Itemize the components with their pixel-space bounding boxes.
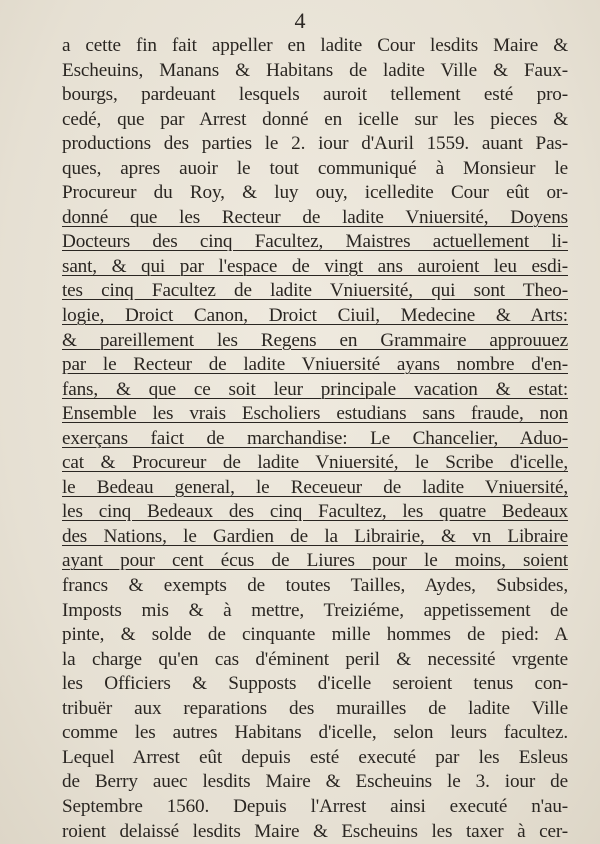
text-line: pinte, & solde de cinquante mille hommes de pied: A — [62, 624, 568, 646]
text-line: le Bedeau general, le Receueur de ladite Vniuersité, — [62, 476, 568, 498]
text-line: cat & Procureur de ladite Vniuersité, le Scribe d'icelle, — [62, 452, 568, 474]
text-line: par le Recteur de ladite Vniuersité ayans nombre d'en- — [62, 354, 568, 376]
text-line: Lequel Arrest eût depuis esté executé par les Esleus — [62, 746, 568, 768]
text-line: de Berry auec lesdits Maire & Escheuins le 3. iour de — [62, 771, 568, 793]
text-line: exerçans faict de marchandise: Le Chancelier, Aduo- — [62, 427, 568, 449]
text-line: fans, & que ce soit leur principale vacation & estat: — [62, 378, 568, 400]
text-line: les Officiers & Supposts d'icelle seroient tenus con- — [62, 673, 568, 695]
text-line: Ensemble les vrais Escholiers estudians sans fraude, non — [62, 403, 568, 425]
text-line: tribuër aux reparations des murailles de ladite Ville — [62, 697, 568, 719]
text-line: sant, & qui par l'espace de vingt ans auroient leu esdi- — [62, 255, 568, 277]
text-line: cedé, que par Arrest donné en icelle sur les pieces & — [62, 108, 568, 130]
text-line: a cette fin fait appeller en ladite Cour lesdits Maire & — [62, 35, 568, 56]
page-number: 4 — [294, 8, 306, 33]
text-line: tes cinq Facultez de ladite Vniuersité, qui sont Theo- — [62, 280, 568, 302]
text-line: bourgs, pardeuant lesquels auroit tellement esté pro- — [62, 84, 568, 106]
body-text — [62, 34, 568, 844]
text-line: la charge qu'en cas d'éminent peril & necessité vrgente — [62, 648, 568, 670]
text-line: Docteurs des cinq Facultez, Maistres actuellement li- — [62, 231, 568, 253]
text-line: Septembre 1560. Depuis l'Arrest ainsi executé n'au- — [62, 795, 568, 817]
text-line: Procureur du Roy, & luy ouy, icelledite Cour eût or- — [62, 182, 568, 204]
text-line: roient delaissé lesdits Maire & Escheuins les taxer à cer- — [62, 820, 568, 842]
text-line: logie, Droict Canon, Droict Ciuil, Medecine & Arts: — [62, 305, 568, 327]
text-line: donné que les Recteur de ladite Vniuersité, Doyens — [62, 206, 568, 228]
text-line: les cinq Bedeaux des cinq Facultez, les quatre Bedeaux — [62, 501, 568, 523]
text-line: Escheuins, Manans & Habitans de ladite Ville & Faux- — [62, 59, 568, 81]
text-line: francs & exempts de toutes Tailles, Aydes, Subsides, — [62, 575, 568, 597]
text-line: & pareillement les Regens en Grammaire approuuez — [62, 329, 568, 351]
text-line: des Nations, le Gardien de la Librairie, & vn Libraire — [62, 525, 568, 547]
text-line: productions des parties le 2. iour d'Auril 1559. auant Pas- — [62, 133, 568, 155]
text-line: Imposts mis & à mettre, Treiziéme, appetissement de — [62, 599, 568, 621]
text-line: ques, apres auoir le tout communiqué à Monsieur le — [62, 157, 568, 179]
text-line: ayant pour cent écus de Liures pour le moins, soient — [62, 550, 568, 572]
text-line: comme les autres Habitans d'icelle, selon leurs facultez. — [62, 722, 568, 744]
